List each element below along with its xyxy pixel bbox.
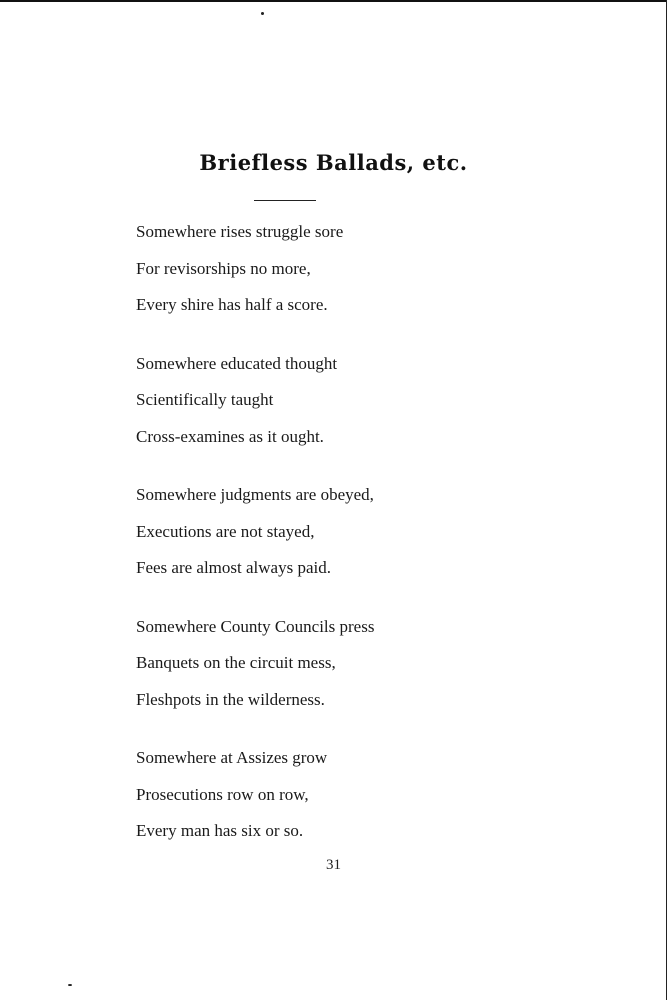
stanza-1 xyxy=(136,214,556,324)
poem-line: Somewhere educated thought xyxy=(136,353,338,373)
stanza-2 xyxy=(136,346,556,456)
poem-line: For revisorships no more, xyxy=(136,258,311,278)
stanza-4 xyxy=(136,609,556,719)
poem-line: Prosecutions row on row, xyxy=(136,784,309,804)
poem-line: Every shire has half a score. xyxy=(136,295,328,314)
stanza-3 xyxy=(136,477,556,587)
page-top-edge xyxy=(0,0,667,2)
running-title: Briefless Ballads, etc. xyxy=(199,150,468,175)
poem-line: Somewhere rises struggle sore xyxy=(136,222,344,241)
scan-noise-dots xyxy=(0,939,667,940)
stanza-5 xyxy=(136,740,556,850)
poem-line: Fleshpots in the wilderness. xyxy=(136,689,325,709)
poem-line: Every man has six or so. xyxy=(136,821,304,840)
poem-line: Somewhere at Assizes grow xyxy=(136,748,328,767)
poem-line: Executions are not stayed, xyxy=(136,521,315,541)
poem-line: Cross-examines as it ought. xyxy=(136,426,324,446)
poem xyxy=(136,214,556,872)
title-rule xyxy=(254,200,316,201)
poem-line: Somewhere judgments are obeyed, xyxy=(136,485,374,504)
poem-line: Somewhere County Councils press xyxy=(136,616,375,636)
poem-line: Fees are almost always paid. xyxy=(136,558,331,577)
scan-speck xyxy=(68,984,72,986)
poem-line: Banquets on the circuit mess, xyxy=(136,653,336,672)
page-number: 31 xyxy=(326,857,341,873)
scan-speck xyxy=(261,12,264,15)
poem-line: Scientifically taught xyxy=(136,390,274,409)
